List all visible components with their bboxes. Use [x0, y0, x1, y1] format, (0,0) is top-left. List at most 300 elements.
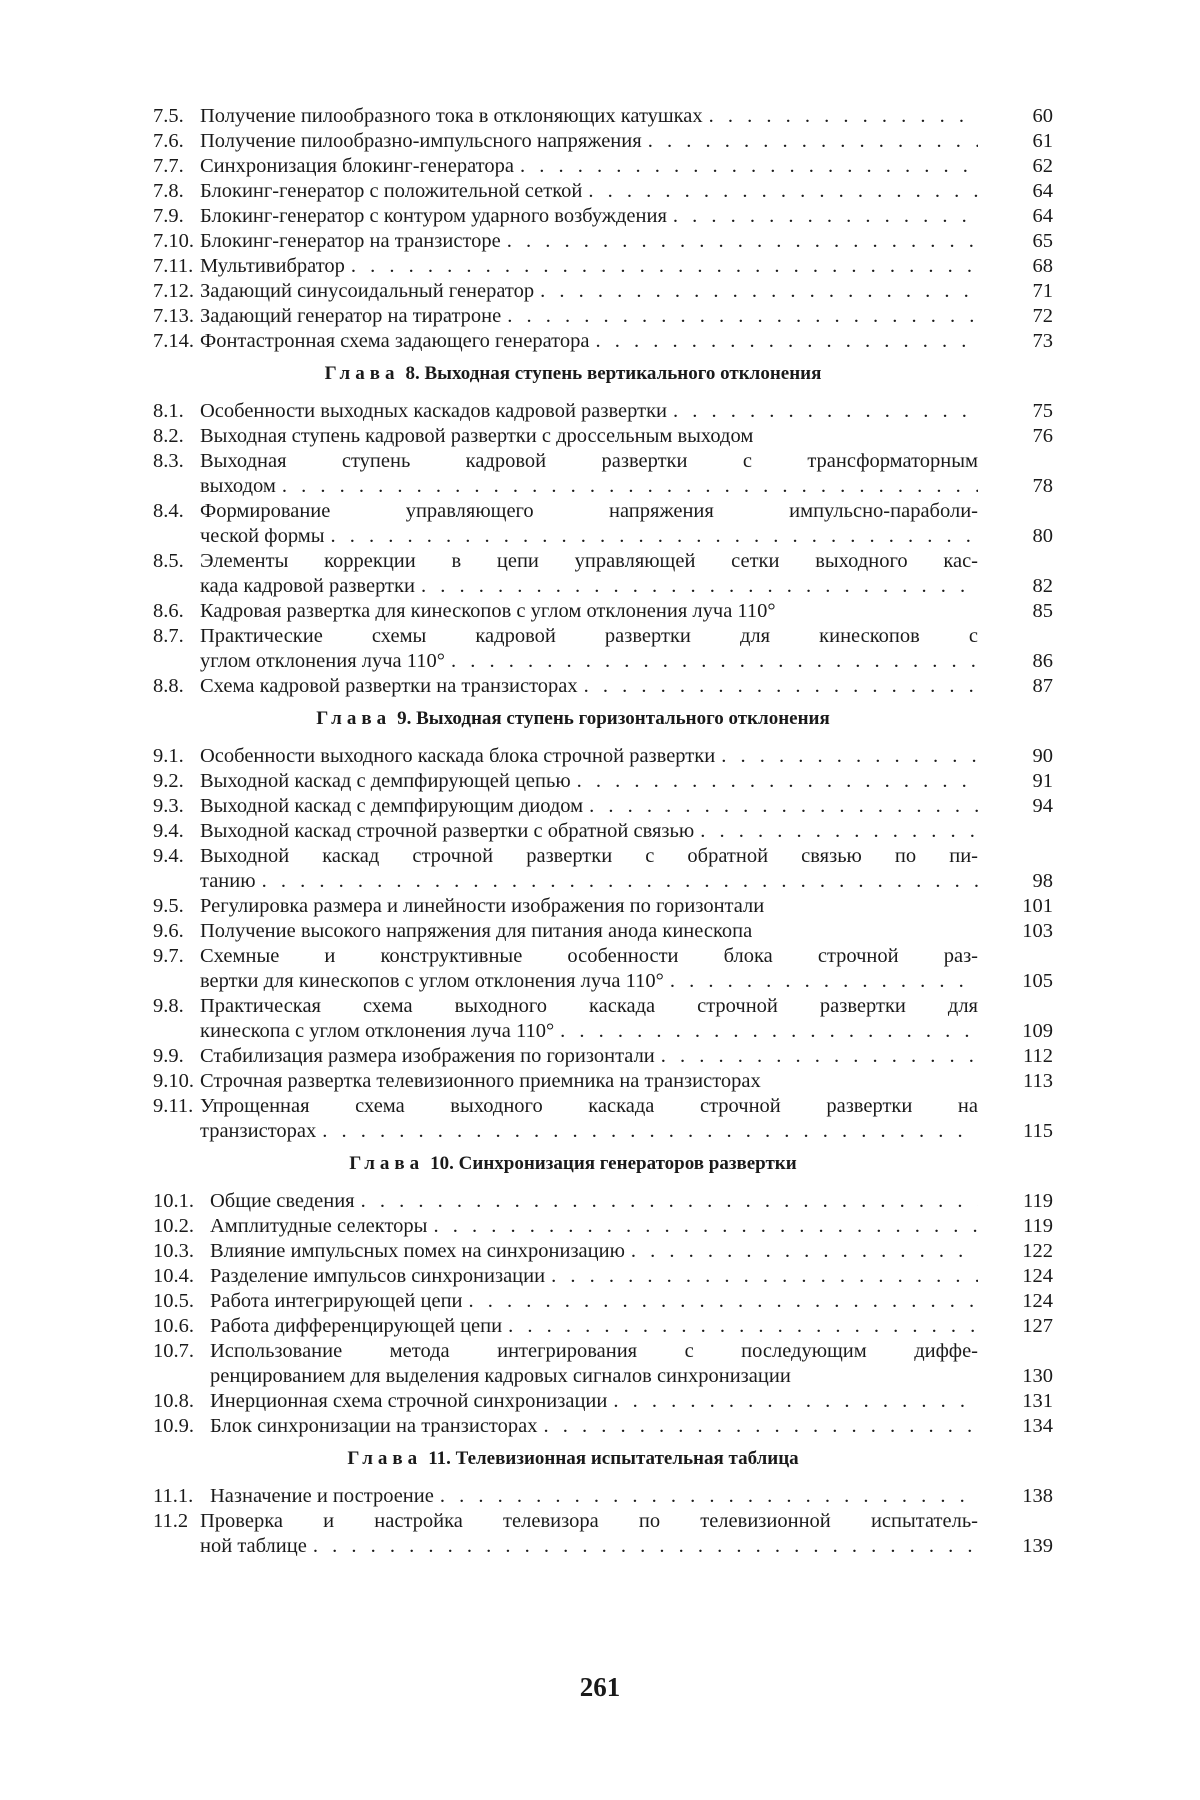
toc-section [153, 1446, 1053, 1559]
dot-leader [421, 574, 978, 599]
entry-title-line: Общие сведения [210, 1189, 355, 1214]
dot-leader [313, 1534, 978, 1559]
entry-title-last-line [200, 474, 978, 499]
entry-number: 8.1. [153, 399, 200, 424]
entry-page: 130 [978, 1364, 1053, 1389]
toc-entry [153, 1314, 1053, 1339]
toc-entry [153, 499, 1053, 549]
entry-page: 65 [978, 229, 1053, 254]
entry-number: 9.4. [153, 819, 200, 844]
chapter-title: 9. Выходная ступень горизонтального отклонения [397, 708, 830, 729]
entry-page: 87 [978, 674, 1053, 699]
entry-title-last-line [200, 204, 978, 229]
toc-section [153, 104, 1053, 354]
entry-title [200, 449, 978, 499]
entry-title [200, 674, 978, 699]
dot-leader [588, 179, 978, 204]
entry-title-last-line [200, 1534, 978, 1559]
dot-leader [584, 674, 978, 699]
entry-number: 9.4. [153, 844, 200, 894]
entry-number: 10.1. [153, 1189, 210, 1214]
entry-title-line: транзисторах [200, 1119, 316, 1144]
toc-entry [153, 674, 1053, 699]
entry-number: 8.8. [153, 674, 200, 699]
dot-leader [507, 229, 978, 254]
entry-number: 10.7. [153, 1339, 210, 1389]
dot-leader [520, 154, 978, 179]
entry-title-last-line [200, 254, 978, 279]
toc-entry [153, 1239, 1053, 1264]
entry-title-line: кинескопа с углом отклонения луча 110° [200, 1019, 554, 1044]
toc-entry [153, 399, 1053, 424]
entry-title-last-line [200, 1069, 978, 1094]
entry-title-last-line [200, 1119, 978, 1144]
entry-page: 60 [978, 104, 1053, 129]
entry-title-line: Строчная развертка телевизионного приемника на транзисторах [200, 1069, 761, 1094]
entry-title-last-line [200, 179, 978, 204]
entry-title-line: Особенности выходного каскада блока строчной развертки [200, 744, 715, 769]
entry-title-line: Практическая схема выходного каскада строчной развертки для [200, 994, 978, 1019]
entry-title [210, 1189, 978, 1214]
entry-number: 11.1. [153, 1484, 210, 1509]
entry-title-line: Выходная ступень кадровой развертки с дроссельным выходом [200, 424, 753, 449]
chapter-title: 11. Телевизионная испытательная таблица [428, 1448, 798, 1469]
dot-leader [673, 399, 978, 424]
table-of-contents [153, 104, 1053, 1559]
entry-title [200, 819, 978, 844]
entry-title [210, 1239, 978, 1264]
entry-page: 115 [978, 1119, 1053, 1144]
entry-title-last-line [200, 794, 978, 819]
entry-title [200, 304, 978, 329]
toc-entry [153, 1214, 1053, 1239]
entry-title [200, 1094, 978, 1144]
toc-entry [153, 1414, 1053, 1439]
entry-title [210, 1484, 978, 1509]
entry-page: 109 [978, 1019, 1053, 1044]
entry-title [200, 399, 978, 424]
entry-title-last-line [200, 399, 978, 424]
toc-entry [153, 1509, 1053, 1559]
dot-leader [721, 744, 978, 769]
entry-number: 9.6. [153, 919, 200, 944]
dot-leader [262, 869, 978, 894]
entry-page: 64 [978, 204, 1053, 229]
chapter-label: Глава [316, 708, 391, 729]
entry-title-line: када кадровой развертки [200, 574, 415, 599]
entry-title-last-line [210, 1264, 978, 1289]
toc-entry [153, 794, 1053, 819]
entry-page: 127 [978, 1314, 1053, 1339]
entry-title-line: Регулировка размера и линейности изображения по горизонтали [200, 894, 764, 919]
entry-title-line: Элементы коррекции в цепи управляющей сетки выходного кас- [200, 549, 978, 574]
entry-page: 75 [978, 399, 1053, 424]
toc-entry [153, 549, 1053, 599]
toc-entry [153, 229, 1053, 254]
toc-entry [153, 449, 1053, 499]
entry-title-last-line [200, 1019, 978, 1044]
entry-title-line: Работа дифференцирующей цепи [210, 1314, 502, 1339]
toc-entry [153, 279, 1053, 304]
entry-number: 9.5. [153, 894, 200, 919]
entry-page: 61 [978, 129, 1053, 154]
entry-number: 9.2. [153, 769, 200, 794]
entry-title-last-line [210, 1214, 978, 1239]
toc-entry [153, 329, 1053, 354]
toc-entry [153, 129, 1053, 154]
entry-page: 86 [978, 649, 1053, 674]
entry-title-line: Проверка и настройка телевизора по телевизионной испытатель- [200, 1509, 978, 1534]
toc-entry [153, 599, 1053, 624]
entry-number: 10.5. [153, 1289, 210, 1314]
entry-number: 10.2. [153, 1214, 210, 1239]
entry-title [200, 154, 978, 179]
entry-title [200, 254, 978, 279]
toc-entry [153, 154, 1053, 179]
entry-page: 138 [978, 1484, 1053, 1509]
entry-number: 7.12. [153, 279, 200, 304]
entry-title-last-line [200, 769, 978, 794]
entry-number: 7.13. [153, 304, 200, 329]
entry-number: 7.14. [153, 329, 200, 354]
entry-title-last-line [210, 1484, 978, 1509]
entry-number: 9.1. [153, 744, 200, 769]
entry-title [200, 944, 978, 994]
entry-title-line: Фонтастронная схема задающего генератора [200, 329, 589, 354]
dot-leader [631, 1239, 978, 1264]
entry-title-line: Выходной каскад строчной развертки с обратной связью по пи- [200, 844, 978, 869]
entry-title-last-line [200, 304, 978, 329]
chapter-label: Глава [325, 363, 400, 384]
entry-title-line: Выходная ступень кадровой развертки с трансформаторным [200, 449, 978, 474]
entry-title [210, 1314, 978, 1339]
toc-entry [153, 1044, 1053, 1069]
entry-title [200, 424, 978, 449]
entry-title-line: Блок синхронизации на транзисторах [210, 1414, 537, 1439]
entry-title [200, 179, 978, 204]
chapter-heading [153, 1446, 1053, 1471]
chapter-label: Глава [349, 1153, 424, 1174]
dot-leader [595, 329, 978, 354]
entry-title [200, 279, 978, 304]
entry-number: 9.8. [153, 994, 200, 1044]
entry-title-line: Схема кадровой развертки на транзисторах [200, 674, 578, 699]
toc-entry [153, 204, 1053, 229]
toc-entry [153, 769, 1053, 794]
entry-title-line: Разделение импульсов синхронизации [210, 1264, 545, 1289]
entry-number: 9.3. [153, 794, 200, 819]
toc-entry [153, 1389, 1053, 1414]
dot-leader [322, 1119, 978, 1144]
entry-title-last-line [200, 104, 978, 129]
entry-title [200, 129, 978, 154]
entry-title-line: вертки для кинескопов с углом отклонения луча 110° [200, 969, 664, 994]
entry-page: 131 [978, 1389, 1053, 1414]
toc-entry [153, 1069, 1053, 1094]
entry-title-line: выходом [200, 474, 276, 499]
entry-title [200, 549, 978, 599]
dot-leader [361, 1189, 978, 1214]
entry-title [210, 1339, 978, 1389]
entry-title-last-line [210, 1414, 978, 1439]
entry-title-line: Формирование управляющего напряжения импульсно-параболи- [200, 499, 978, 524]
chapter-heading [153, 1151, 1053, 1176]
entry-title-last-line [200, 649, 978, 674]
entry-title [200, 894, 978, 919]
dot-leader [700, 819, 978, 844]
entry-title-last-line [200, 819, 978, 844]
entry-number: 10.9. [153, 1414, 210, 1439]
toc-entry [153, 104, 1053, 129]
entry-title-line: Получение пилообразно-импульсного напряжения [200, 129, 642, 154]
toc-entry [153, 819, 1053, 844]
entry-page: 80 [978, 524, 1053, 549]
entry-title-line: Схемные и конструктивные особенности блока строчной раз- [200, 944, 978, 969]
entry-title-line: Стабилизация размера изображения по горизонтали [200, 1044, 655, 1069]
dot-leader [282, 474, 978, 499]
entry-number: 7.11. [153, 254, 200, 279]
entry-page: 124 [978, 1264, 1053, 1289]
entry-title [200, 794, 978, 819]
dot-leader [508, 1314, 978, 1339]
entry-title-last-line [200, 329, 978, 354]
entry-title-line: Выходной каскад с демпфирующей цепью [200, 769, 571, 794]
entry-title-line: ной таблице [200, 1534, 307, 1559]
entry-page: 78 [978, 474, 1053, 499]
entry-title-line: Работа интегрирующей цепи [210, 1289, 463, 1314]
toc-entry [153, 744, 1053, 769]
entry-page: 103 [978, 919, 1053, 944]
entry-title [200, 229, 978, 254]
entry-page: 72 [978, 304, 1053, 329]
entry-page: 71 [978, 279, 1053, 304]
entry-title-line: углом отклонения луча 110° [200, 649, 445, 674]
toc-entry [153, 944, 1053, 994]
toc-section [153, 706, 1053, 1144]
entry-title [210, 1289, 978, 1314]
entry-title-line: ренцированием для выделения кадровых сигналов синхронизации [210, 1364, 791, 1389]
entry-number: 8.6. [153, 599, 200, 624]
entry-title [200, 329, 978, 354]
entry-title-last-line [200, 229, 978, 254]
entry-title-line: Упрощенная схема выходного каскада строчной развертки на [200, 1094, 978, 1119]
toc-entry [153, 1484, 1053, 1509]
entry-number: 7.5. [153, 104, 200, 129]
entry-number: 8.7. [153, 624, 200, 674]
entry-title [200, 1069, 978, 1094]
entry-title [200, 744, 978, 769]
entry-page: 82 [978, 574, 1053, 599]
entry-number: 11.2 [153, 1509, 200, 1559]
entry-page: 73 [978, 329, 1053, 354]
entry-number: 7.10. [153, 229, 200, 254]
entry-number: 7.9. [153, 204, 200, 229]
entry-page: 90 [978, 744, 1053, 769]
entry-title [200, 994, 978, 1044]
entry-number: 8.3. [153, 449, 200, 499]
entry-title-line: Использование метода интегрирования с последующим диффе- [210, 1339, 978, 1364]
dot-leader [507, 304, 978, 329]
entry-title [200, 769, 978, 794]
toc-entry [153, 894, 1053, 919]
entry-title [200, 1044, 978, 1069]
entry-title-last-line [210, 1289, 978, 1314]
entry-title-line: Синхронизация блокинг-генератора [200, 154, 514, 179]
entry-title-last-line [200, 574, 978, 599]
chapter-title: 10. Синхронизация генераторов развертки [430, 1153, 797, 1174]
entry-number: 9.7. [153, 944, 200, 994]
entry-title [200, 599, 978, 624]
entry-title-last-line [200, 744, 978, 769]
dot-leader [331, 524, 978, 549]
entry-page: 68 [978, 254, 1053, 279]
entry-title [200, 104, 978, 129]
dot-leader [543, 1414, 978, 1439]
entry-title-line: Влияние импульсных помех на синхронизацию [210, 1239, 625, 1264]
entry-title-line: Амплитудные селекторы [210, 1214, 427, 1239]
toc-section [153, 361, 1053, 699]
entry-title-last-line [200, 674, 978, 699]
dot-leader [551, 1264, 978, 1289]
entry-title [200, 204, 978, 229]
entry-number: 9.10. [153, 1069, 200, 1094]
entry-title-last-line [200, 424, 978, 449]
entry-title-last-line [200, 599, 978, 624]
entry-title-line: Кадровая развертка для кинескопов с углом отклонения луча 110° [200, 599, 776, 624]
dot-leader [451, 649, 978, 674]
entry-title [200, 499, 978, 549]
entry-number: 10.3. [153, 1239, 210, 1264]
entry-page: 139 [978, 1534, 1053, 1559]
entry-title-line: Инерционная схема строчной синхронизации [210, 1389, 607, 1414]
entry-title-line: Задающий генератор на тиратроне [200, 304, 501, 329]
entry-page: 64 [978, 179, 1053, 204]
toc-entry [153, 1339, 1053, 1389]
entry-title-last-line [210, 1364, 978, 1389]
dot-leader [433, 1214, 978, 1239]
entry-page: 94 [978, 794, 1053, 819]
dot-leader [648, 129, 978, 154]
entry-number: 7.7. [153, 154, 200, 179]
toc-entry [153, 844, 1053, 894]
entry-title-line: Задающий синусоидальный генератор [200, 279, 534, 304]
entry-number: 9.9. [153, 1044, 200, 1069]
dot-leader [560, 1019, 978, 1044]
entry-title-line: Выходной каскад строчной развертки с обратной связью [200, 819, 694, 844]
dot-leader [351, 254, 978, 279]
entry-title-line: Мультивибратор [200, 254, 345, 279]
chapter-heading [153, 706, 1053, 731]
entry-title [200, 1509, 978, 1559]
entry-title-line: Блокинг-генератор с контуром ударного возбуждения [200, 204, 667, 229]
entry-title-line: Назначение и построение [210, 1484, 434, 1509]
entry-number: 8.4. [153, 499, 200, 549]
entry-title-line: Практические схемы кадровой развертки для кинескопов с [200, 624, 978, 649]
entry-page: 112 [978, 1044, 1053, 1069]
entry-page: 124 [978, 1289, 1053, 1314]
entry-title-last-line [200, 524, 978, 549]
entry-title [210, 1264, 978, 1289]
chapter-heading [153, 361, 1053, 386]
dot-leader [577, 769, 978, 794]
entry-page: 122 [978, 1239, 1053, 1264]
dot-leader [540, 279, 978, 304]
toc-section [153, 1151, 1053, 1439]
entry-title-line: Выходной каскад с демпфирующим диодом [200, 794, 583, 819]
entry-title-last-line [200, 869, 978, 894]
entry-title-last-line [210, 1389, 978, 1414]
entry-title-last-line [200, 279, 978, 304]
toc-entry [153, 1189, 1053, 1214]
entry-title [210, 1389, 978, 1414]
entry-page: 98 [978, 869, 1053, 894]
entry-page: 119 [978, 1214, 1053, 1239]
entry-page: 105 [978, 969, 1053, 994]
entry-title-line: Блокинг-генератор на транзисторе [200, 229, 501, 254]
entry-title-last-line [200, 129, 978, 154]
entry-title [200, 624, 978, 674]
entry-title [200, 919, 978, 944]
entry-title [210, 1214, 978, 1239]
entry-number: 7.8. [153, 179, 200, 204]
entry-title-line: Получение высокого напряжения для питания анода кинескопа [200, 919, 752, 944]
toc-entry [153, 624, 1053, 674]
entry-title [200, 844, 978, 894]
dot-leader [589, 794, 978, 819]
entry-page: 119 [978, 1189, 1053, 1214]
entry-title-line: Получение пилообразного тока в отклоняющих катушках [200, 104, 703, 129]
dot-leader [661, 1044, 978, 1069]
entry-page: 76 [978, 424, 1053, 449]
dot-leader [613, 1389, 978, 1414]
toc-entry [153, 254, 1053, 279]
toc-entry [153, 1289, 1053, 1314]
toc-entry [153, 1264, 1053, 1289]
entry-number: 8.5. [153, 549, 200, 599]
chapter-title: 8. Выходная ступень вертикального отклонения [405, 363, 821, 384]
entry-title-line: ческой формы [200, 524, 325, 549]
entry-title-last-line [200, 1044, 978, 1069]
entry-page: 134 [978, 1414, 1053, 1439]
dot-leader [673, 204, 978, 229]
entry-title-line: Особенности выходных каскадов кадровой развертки [200, 399, 667, 424]
entry-title-last-line [200, 154, 978, 179]
dot-leader [670, 969, 978, 994]
dot-leader [440, 1484, 978, 1509]
entry-title-line: танию [200, 869, 256, 894]
entry-page: 91 [978, 769, 1053, 794]
entry-page: 113 [978, 1069, 1053, 1094]
toc-entry [153, 994, 1053, 1044]
dot-leader [709, 104, 978, 129]
entry-title-last-line [200, 919, 978, 944]
entry-title-last-line [210, 1189, 978, 1214]
toc-entry [153, 919, 1053, 944]
dot-leader [469, 1289, 978, 1314]
entry-number: 10.8. [153, 1389, 210, 1414]
entry-page: 101 [978, 894, 1053, 919]
toc-entry [153, 304, 1053, 329]
chapter-label: Глава [347, 1448, 422, 1469]
page-number: 261 [0, 1672, 1200, 1703]
entry-number: 9.11. [153, 1094, 200, 1144]
entry-title-line: Блокинг-генератор с положительной сеткой [200, 179, 582, 204]
entry-number: 8.2. [153, 424, 200, 449]
entry-title-last-line [200, 894, 978, 919]
entry-title-last-line [200, 969, 978, 994]
entry-page: 85 [978, 599, 1053, 624]
entry-page: 62 [978, 154, 1053, 179]
